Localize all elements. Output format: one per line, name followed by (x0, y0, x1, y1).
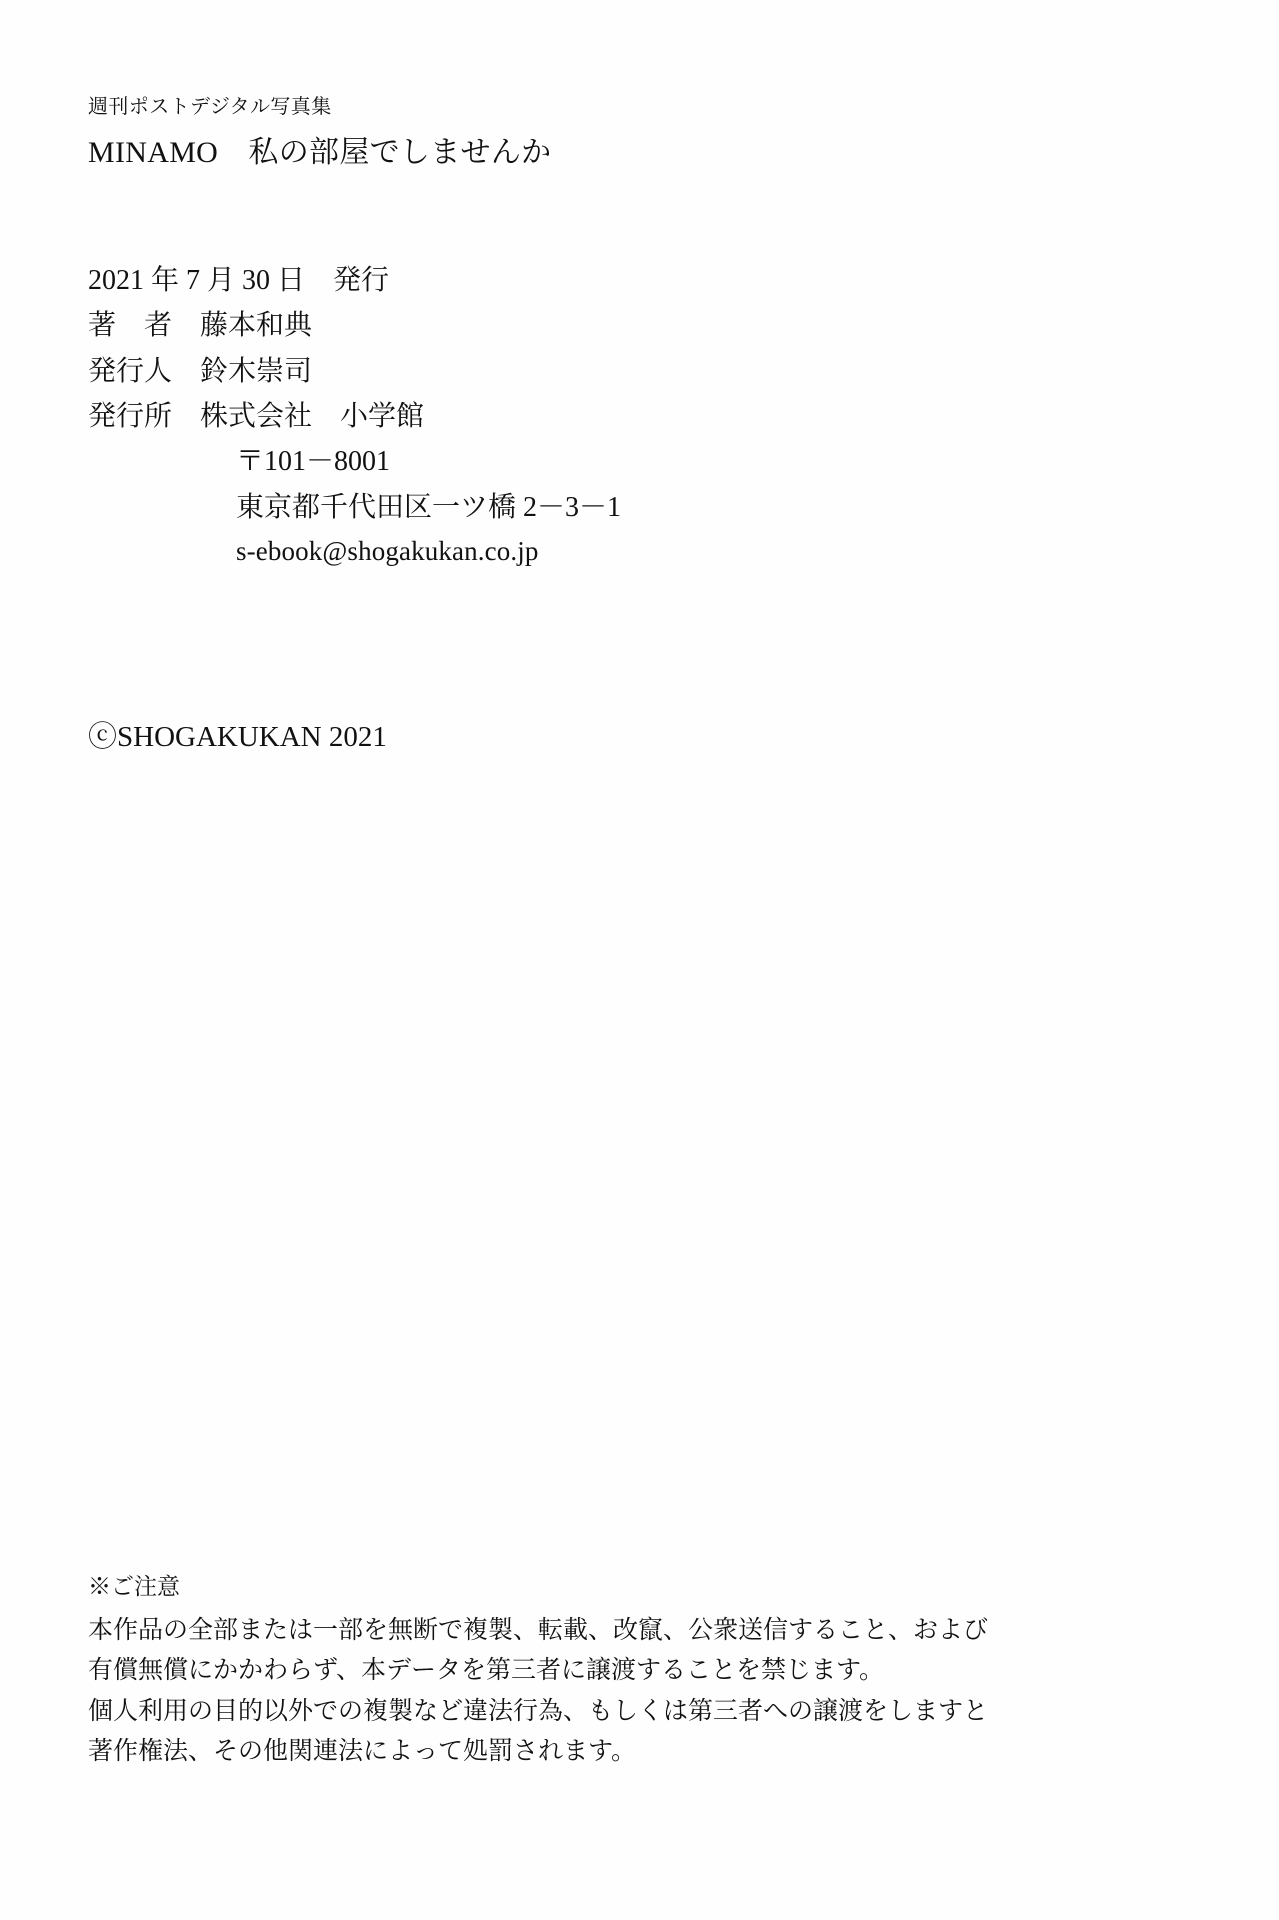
publication-line: 2021 年 7 月 30 日 発行 (88, 265, 390, 296)
publication-line: 発行所 株式会社 小学館 (88, 401, 425, 433)
publisher-address: 東京都千代田区一ツ橋 2－3－1 (236, 491, 622, 523)
title-block (88, 92, 1188, 174)
publication-line: 発行人 鈴木崇司 (88, 355, 313, 387)
publisher-email: s-ebook@shogakukan.co.jp (236, 536, 539, 567)
publisher-postal-code: 〒101－8001 (236, 446, 391, 478)
copyright-notice: ⓒSHOGAKUKAN 2021 (88, 721, 387, 753)
publication-line: 著 者 藤本和典 (88, 310, 313, 342)
notice-line: 著作権法、その他関連法によって処罰されます。 (88, 1738, 637, 1765)
notice-line: 個人利用の目的以外での複製など違法行為、もしくは第三者への譲渡をしますと (88, 1697, 989, 1725)
page-title: MINAMO 私の部屋でしませんか (88, 136, 552, 169)
series-label: 週刊ポストデジタル写真集 (88, 96, 332, 118)
usage-notice (88, 1570, 1198, 1773)
publication-details (88, 258, 1188, 574)
notice-heading: ※ご注意 (88, 1574, 180, 1599)
notice-line: 本作品の全部または一部を無断で複製、転載、改竄、公衆送信すること、および (88, 1616, 989, 1644)
notice-line: 有償無償にかかわらず、本データを第三者に譲渡することを禁じます。 (88, 1657, 885, 1684)
